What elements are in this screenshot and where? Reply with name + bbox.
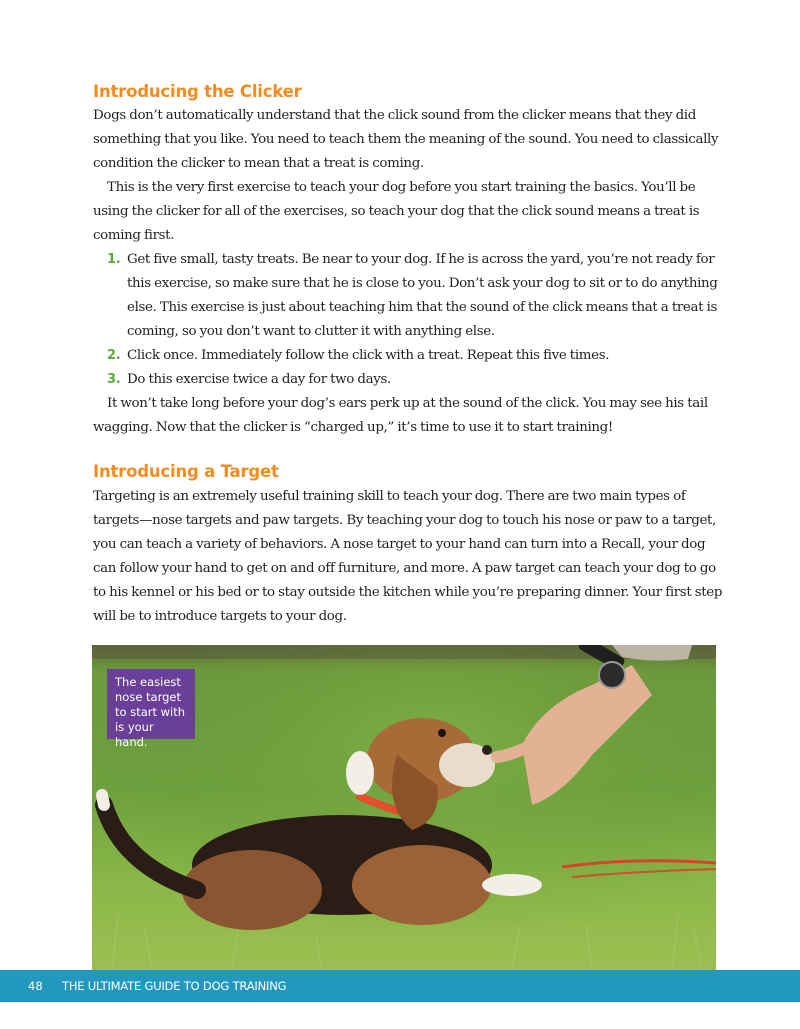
list-item [107,248,719,344]
step-number: 2. [107,348,121,363]
step-text: Click once. Immediately follow the click with a treat. Repeat this five times. [127,348,610,363]
clicker-charged-paragraph: It won’t take long before your dog’s ears perk up at the sound of the click. You may see his tail wagging. Now that the clicker is “charged up,” it’s time to use it to start training! [93,396,708,435]
page-number: 48 [28,979,43,993]
book-title: THE ULTIMATE GUIDE TO DOG TRAINING [62,979,287,993]
photo-caption: The easiest nose target to start with is your hand. [107,669,195,739]
step-number: 3. [107,372,121,387]
target-intro-paragraph: Targeting is an extremely useful training skill to teach your dog. There are two main types of targets—nose targets and paw targets. By teaching your dog to touch his nose or paw to a target, you can teach a variety of behaviors. A nose target to your hand can turn into a Recall, your dog can follow your hand to get on and off furniture, and more. A paw target can teach your dog to go to his kennel or his bed or to stay outside the kitchen while you’re preparing dinner. Your first step will be to introduce targets to your dog. [93,489,723,624]
section-heading-clicker: Introducing the Clicker [93,82,302,101]
clicker-intro-paragraph: Dogs don’t automatically understand that the click sound from the clicker means that they did something that you like. You need to teach them the meaning of the sound. You need to classically condition the clicker to mean that a treat is coming. [93,108,719,171]
step-text: Do this exercise twice a day for two days. [127,372,391,387]
section-heading-target: Introducing a Target [93,462,279,481]
list-item [107,344,719,368]
list-item [107,368,719,392]
page-footer [0,970,800,1002]
clicker-exercise-paragraph: This is the very first exercise to teach your dog before you start training the basics. You’ll be using the clicker for all of the exercises, so teach your dog that the click sound means a treat is coming first. [93,180,700,243]
step-text: Get five small, tasty treats. Be near to your dog. If he is across the yard, you’re not ready for this exercise, so make sure that he is close to you. Don’t ask your dog to sit or to do anything else. This exercise is just about teaching him that the sound of the click means that a treat is coming, so you don’t want to clutter it with anything else. [127,252,718,339]
step-number: 1. [107,252,121,267]
beagle-photo [92,645,716,970]
clicker-steps-list [107,248,719,392]
